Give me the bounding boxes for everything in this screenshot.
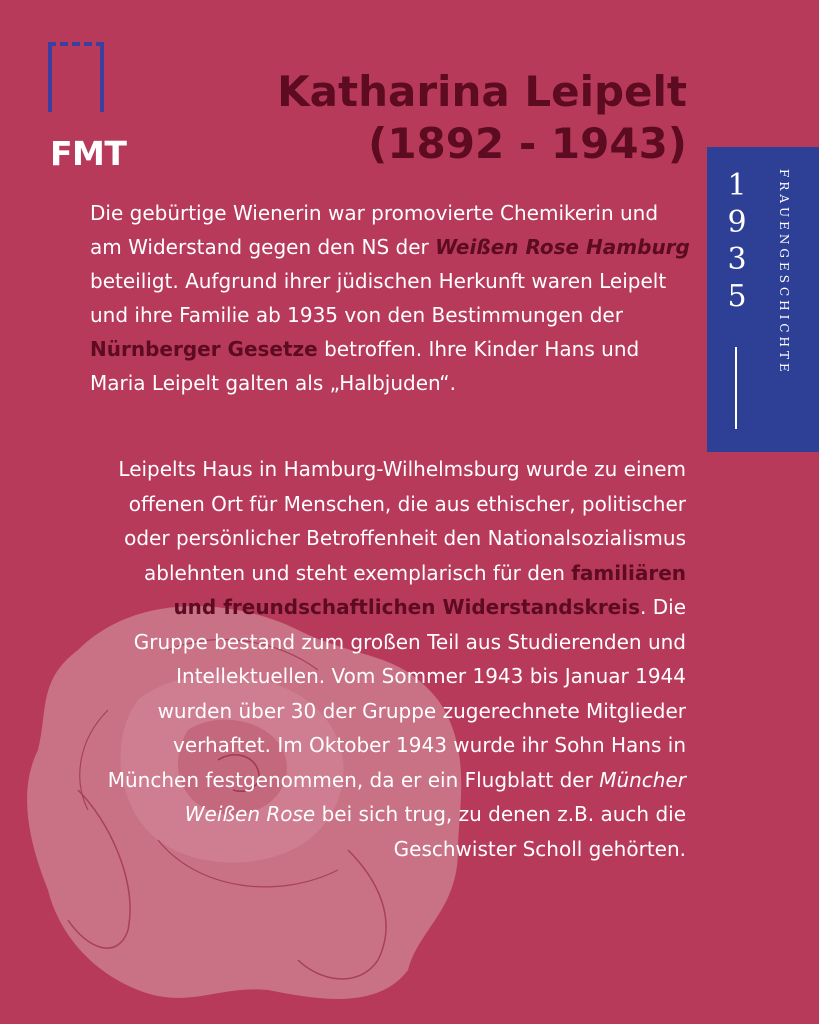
fmt-logo [48, 42, 138, 173]
intro-paragraph [90, 196, 690, 400]
text-run: beteiligt. Aufgrund ihrer jüdischen Herkunft waren Leipelt und ihre Familie ab 1935 von den Bestimmungen der [90, 269, 667, 327]
italic-text: Müncher Weißen Rose [184, 767, 686, 826]
band-year [724, 167, 750, 315]
highlight-text: Weißen Rose Hamburg [435, 235, 690, 259]
text-run: Die gebürtige Wienerin war promovierte Chemikerin und am Widerstand gegen den NS der [90, 201, 659, 259]
text-run: bei sich trug, zu denen z.B. auch die Geschwister Scholl gehörten. [315, 802, 686, 861]
text-run: Leipelts Haus in Hamburg-Wilhelmsburg wurde zu einem offenen Ort für Menschen, die aus ethischer, politischer oder persönlicher Betroffenheit den Nationalsozialismus ablehnten und steht exemplarisch für den [118, 457, 686, 585]
title-name: Katharina Leipelt [277, 67, 687, 116]
band-year-digit: 5 [727, 279, 747, 314]
band-year-digit: 1 [727, 168, 747, 203]
band-divider [735, 347, 737, 429]
page-title [167, 66, 687, 170]
logo-frame-icon [48, 42, 104, 112]
text-run: betroffen. Ihre Kinder Hans und Maria Leipelt galten als „Halbjuden“. [90, 337, 640, 395]
highlight-text: familiären und freundschaftlichen Widerstandskreis [173, 560, 686, 619]
highlight-text: Nürnberger Gesetze [90, 337, 318, 361]
band-year-digit: 3 [727, 242, 747, 277]
text-run: . Die Gruppe bestand zum großen Teil aus Studierenden und Intellektuellen. Vom Sommer 1943 bis Januar 1944 wurden über 30 der Gruppe zugerechnete Mitglieder verhaftet. Im Oktober 1943 wurde ihr Sohn Hans in München festgenommen, da er ein Flugblatt der [107, 595, 686, 792]
title-years: (1892 - 1943) [368, 119, 687, 168]
body-paragraph [96, 452, 686, 866]
series-band [707, 147, 819, 452]
logo-text: FMT [50, 134, 127, 173]
band-label: FRAUENGESCHICHTE [777, 169, 791, 376]
band-year-digit: 9 [727, 205, 747, 240]
